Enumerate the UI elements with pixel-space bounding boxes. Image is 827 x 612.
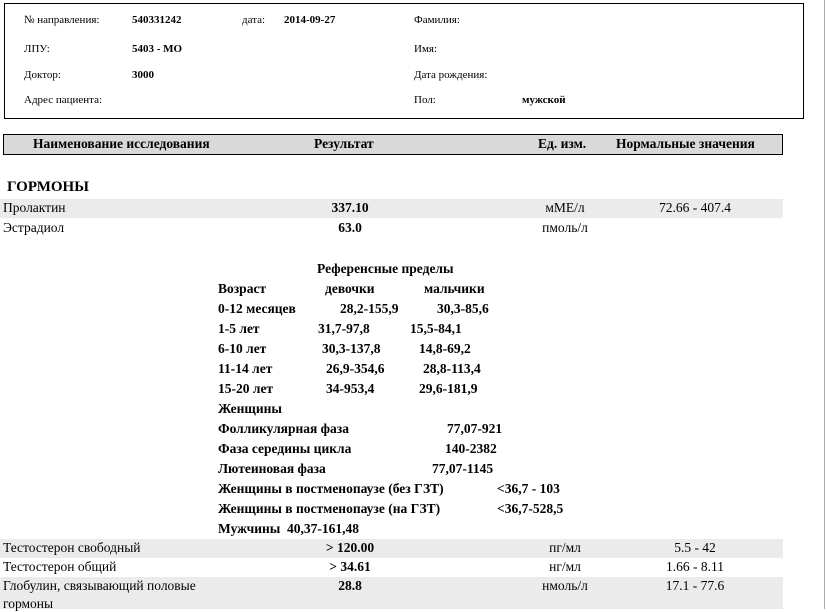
reference-phase-label: Женщины в постменопаузе (на ГЗТ) (218, 501, 441, 516)
sex-value: мужской (522, 94, 566, 106)
address-label: Адрес пациента: (24, 94, 103, 106)
reference-girls: 28,2-155,9 (340, 301, 399, 316)
reference-phase-value: <36,7 - 103 (497, 481, 560, 496)
test-unit: мМЕ/л (545, 200, 585, 215)
reference-girls: 30,3-137,8 (322, 341, 381, 356)
date-value: 2014-09-27 (284, 14, 336, 26)
test-unit: пг/мл (549, 540, 581, 555)
test-unit: нг/мл (549, 559, 581, 574)
test-result: 337.10 (331, 200, 369, 215)
reference-boys: 29,6-181,9 (419, 381, 478, 396)
test-norm: 72.66 - 407.4 (659, 200, 731, 215)
surname-label: Фамилия: (414, 14, 460, 26)
test-result: 28.8 (338, 578, 362, 593)
reference-age: 15-20 лет (218, 381, 274, 396)
reference-boys: 28,8-113,4 (423, 361, 481, 376)
table-row (0, 558, 783, 577)
test-result: > 34.61 (329, 559, 371, 574)
column-result: Результат (314, 136, 374, 151)
test-name-continued: гормоны (3, 596, 54, 611)
test-name: Тестостерон общий (3, 559, 117, 574)
reference-girls-header: девочки (325, 281, 375, 296)
reference-phase-label: Женщины в постменопаузе (без ГЗТ) (218, 481, 444, 496)
table-row (0, 199, 783, 218)
test-unit: нмоль/л (542, 578, 588, 593)
test-norm: 5.5 - 42 (674, 540, 716, 555)
test-result: 63.0 (338, 220, 362, 235)
column-name: Наименование исследования (33, 136, 210, 151)
referral-value: 540331242 (132, 14, 182, 26)
page-edge-line (824, 0, 825, 609)
reference-phase-label: Фолликулярная фаза (218, 421, 349, 436)
section-title: ГОРМОНЫ (7, 179, 89, 195)
sex-label: Пол: (414, 94, 436, 106)
reference-boys: 15,5-84,1 (410, 321, 462, 336)
reference-age-header: Возраст (218, 281, 267, 296)
test-unit: пмоль/л (542, 220, 588, 235)
reference-phase-label: Лютеиновая фаза (218, 461, 326, 476)
table-row (0, 577, 783, 609)
test-norm: 17.1 - 77.6 (665, 578, 725, 593)
reference-girls: 31,7-97,8 (318, 321, 370, 336)
date-label: дата: (242, 14, 266, 26)
reference-age: 1-5 лет (218, 321, 260, 336)
lpu-label: ЛПУ: (24, 43, 50, 55)
reference-phase-label: Фаза середины цикла (218, 441, 352, 456)
test-norm: 1.66 - 8.11 (666, 559, 724, 574)
reference-age: 11-14 лет (218, 361, 273, 376)
reference-boys: 30,3-85,6 (437, 301, 489, 316)
reference-girls: 34-953,4 (326, 381, 375, 396)
reference-phase-value: 77,07-1145 (432, 461, 494, 476)
name-label: Имя: (414, 43, 438, 55)
reference-boys-header: мальчики (424, 281, 485, 296)
results-column-header (3, 134, 783, 155)
birth-date-label: Дата рождения: (414, 69, 488, 81)
doctor-value: 3000 (132, 69, 154, 81)
doctor-label: Доктор: (24, 69, 61, 81)
test-name: Эстрадиол (3, 220, 65, 235)
table-row (0, 539, 783, 558)
lpu-value: 5403 - МО (132, 43, 183, 55)
column-unit: Ед. изм. (538, 136, 587, 151)
column-norm: Нормальные значения (616, 136, 755, 151)
reference-men-line: Мужчины 40,37-161,48 (218, 521, 360, 536)
test-name: Пролактин (3, 200, 66, 215)
reference-phase-value: <36,7-528,5 (497, 501, 564, 516)
reference-boys: 14,8-69,2 (419, 341, 471, 356)
reference-age: 0-12 месяцев (218, 301, 296, 316)
reference-girls: 26,9-354,6 (326, 361, 385, 376)
table-row (0, 219, 783, 238)
test-result: > 120.00 (325, 540, 375, 555)
reference-title: Референсные пределы (317, 261, 454, 276)
patient-header-box (4, 3, 804, 119)
reference-women-label: Женщины (218, 401, 282, 416)
reference-phase-value: 140-2382 (445, 441, 497, 456)
reference-age: 6-10 лет (218, 341, 267, 356)
test-name: Тестостерон свободный (3, 540, 141, 555)
referral-label: № направления: (24, 14, 100, 26)
test-name: Глобулин, связывающий половые (3, 578, 196, 593)
reference-phase-value: 77,07-921 (447, 421, 503, 436)
